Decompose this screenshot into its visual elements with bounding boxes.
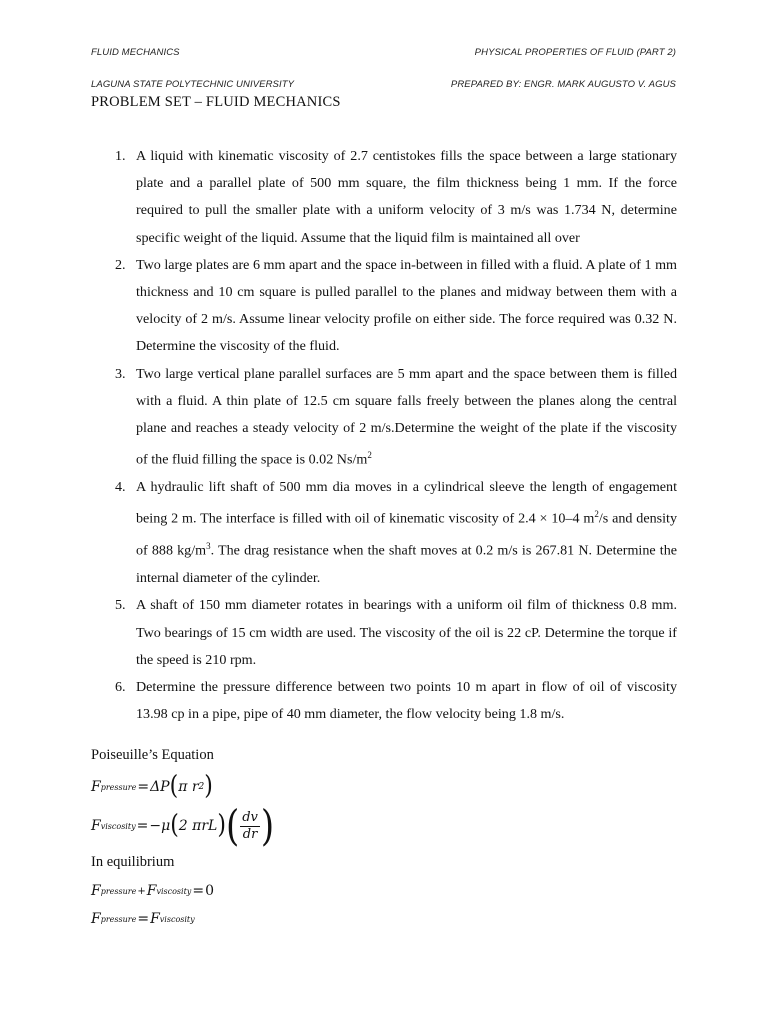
superscript: 2 [594,509,599,520]
problem-number: 5. [115,597,126,614]
problem-number: 4. [115,479,126,496]
right-paren: ) [217,810,226,841]
exponent: 2 [198,782,205,792]
problem-text: A hydraulic lift shaft of 500 mm dia moves in a cylindrical sleeve the length of engagement being 2 m. The interface is filled with oil of kinematic viscosity of 2.4 × 10–4 m [136,479,677,528]
subscript-pressure: pressure [100,886,137,896]
problem-text: Two large plates are 6 mm apart and the space in-between in filled with a fluid. A plate of 1 mm thickness and 10 cm square is pulled parallel to the planes and midway between them with a velocity of 2 m/s. Assume linear velocity profile on either side. The force required was 0.32 N. Determine the viscosity of the fluid. [136,256,677,355]
superscript: 2 [367,450,372,461]
equals-sign: = [137,911,150,927]
symbol-delta-p: ΔP [150,779,170,795]
problem-item [91,143,677,252]
problem-text: Determine the pressure difference between two points 10 m apart in flow of oil of viscosity 13.98 cp in a pipe, pipe of 40 mm diameter, the flow velocity being 1.8 m/s. [136,678,677,723]
symbol-force: F [91,779,101,795]
problem-number: 1. [115,148,126,164]
subscript-pressure: pressure [100,782,137,792]
section-heading-equilibrium: In equilibrium [91,854,175,870]
symbol-force: F [146,883,157,899]
problem-text: A shaft of 150 mm diameter rotates in bearings with a uniform oil film of thickness 0.8 mm. Two bearings of 15 cm width are used. The viscosity of the oil is 22 cP. Determine the torque if the speed is 210 rpm. [136,597,677,668]
problem-text: /s and density of 888 kg/m [136,511,677,559]
header-topic: PHYSICAL PROPERTIES OF FLUID (PART 2) [474,47,676,58]
subscript-viscosity: viscosity [159,914,195,924]
problem-text: . The drag resistance when the shaft moves at 0.2 m/s is 267.81 N. Determine the internal diameter of the cylinder. [136,542,677,587]
problem-item [91,474,677,592]
problem-number: 2. [115,256,126,273]
symbol-force: F [91,818,101,834]
superscript: 3 [206,541,211,552]
right-paren: ) [260,801,275,851]
left-paren: ( [225,801,240,851]
denominator: dr [242,826,258,842]
symbol-pi-r: π r [178,779,199,795]
problem-number: 6. [115,678,126,695]
equation-pressure-force [91,773,213,801]
header-university: LAGUNA STATE POLYTECHNIC UNIVERSITY [91,79,295,90]
section-heading-poiseuille: Poiseuille’s Equation [91,747,214,763]
left-paren: ( [170,810,179,841]
symbol-2pirl: 2 πrL [178,818,218,834]
equals-sign: = [192,883,205,899]
zero: 0 [205,883,214,899]
numerator: dv [242,809,258,825]
symbol-neg-mu: −μ [149,818,171,834]
right-paren: ) [204,771,213,802]
problem-item [91,674,677,728]
problem-item [91,592,677,674]
problem-text: Two large vertical plane parallel surfaces are 5 mm apart and the space between them is filled with a fluid. A thin plate of 12.5 cm square falls freely between the planes along the central plane and reaches a steady velocity of 2 m/s.Determine the weight of the plate if the viscosity of the fluid filling the space is 0.02 Ns/m [136,365,677,468]
problem-number: 3. [115,365,126,382]
symbol-force: F [91,911,101,927]
symbol-force: F [150,911,160,927]
equals-sign: = [136,818,149,834]
header-course: FLUID MECHANICS [91,47,180,58]
equation-equilibrium-equal [91,908,195,930]
fraction-dv-dr [240,810,260,843]
symbol-force: F [91,883,101,899]
equals-sign: = [137,779,150,795]
problem-list [91,143,677,728]
problem-text: A liquid with kinematic viscosity of 2.7 centistokes fills the space between a large stationary plate and a parallel plate of 500 mm square, the film thickness being 1 mm. If the force required to pull the smaller plate with a uniform velocity of 3 m/s was 1.734 N, determine specific weight of the liquid. Assume that the liquid film is maintained all over [136,148,677,246]
problem-item [91,361,677,475]
subscript-pressure: pressure [100,914,137,924]
equation-viscous-force [91,801,275,851]
page-title: PROBLEM SET – FLUID MECHANICS [91,94,341,110]
header-author: PREPARED BY: ENGR. MARK AUGUSTO V. AGUS [450,79,676,90]
equation-equilibrium-sum [91,880,214,902]
left-paren: ( [169,771,179,802]
plus-sign: + [137,885,146,897]
subscript-viscosity: viscosity [156,886,192,896]
problem-item [91,252,677,361]
subscript-viscosity: viscosity [100,821,136,831]
